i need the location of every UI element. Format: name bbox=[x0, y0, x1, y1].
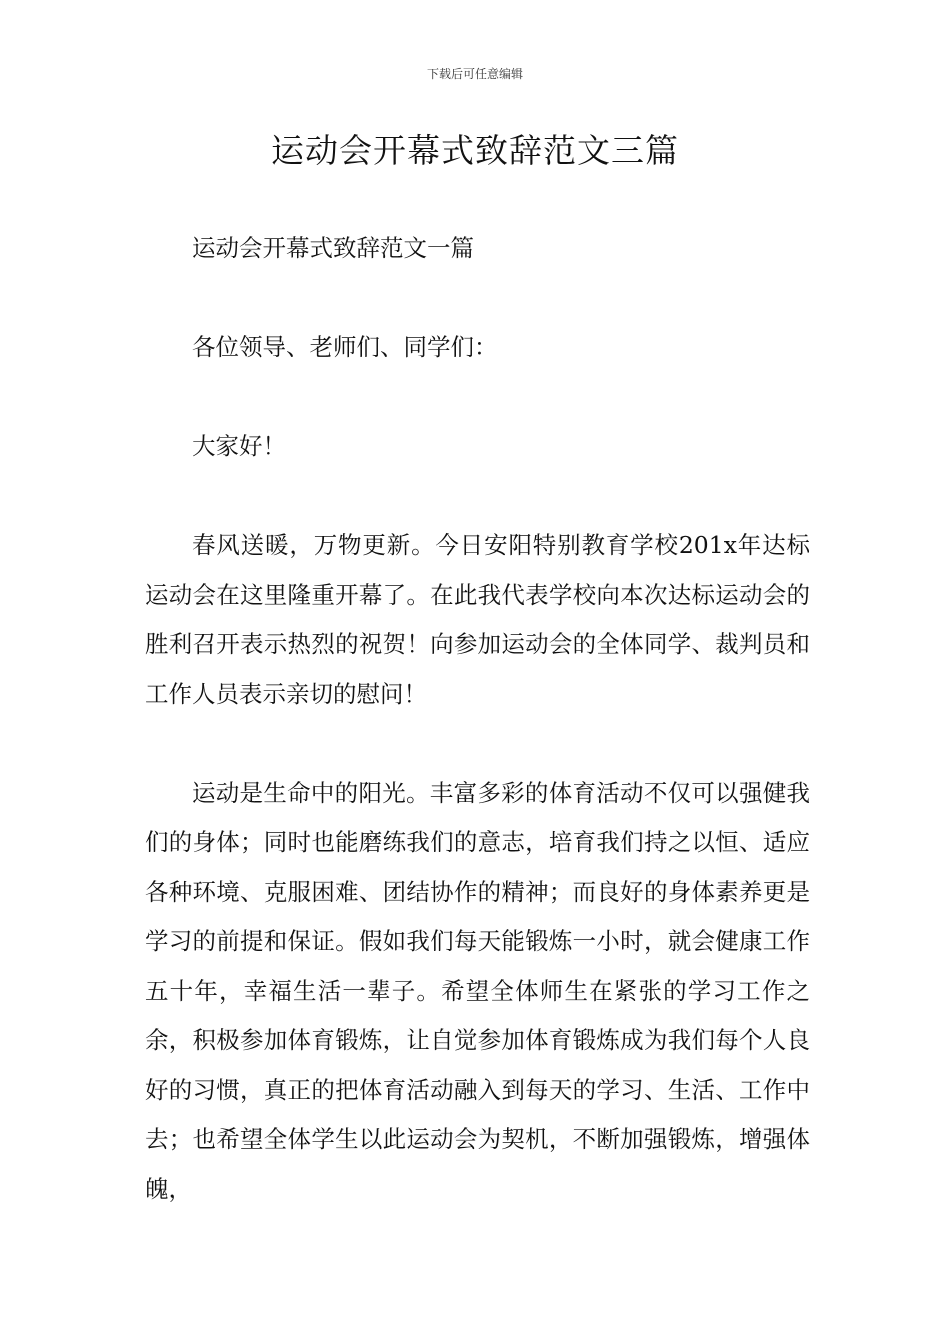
document-title: 运动会开幕式致辞范文三篇 bbox=[271, 131, 679, 170]
body-paragraph: 春风送暖，万物更新。今日安阳特别教育学校201x年达标运动会在这里隆重开幕了。在此我代表学校向本次达标运动会的胜利召开表示热烈的祝贺！向参加运动会的全体同学、裁判员和工作人员表示亲切的慰问！ bbox=[145, 531, 810, 708]
document-body bbox=[145, 224, 810, 1214]
header-note: 下载后可任意编辑 bbox=[426, 67, 523, 81]
greeting: 大家好！ bbox=[192, 432, 286, 460]
salutation: 各位领导、老师们、同学们： bbox=[192, 333, 498, 361]
section-subtitle: 运动会开幕式致辞范文一篇 bbox=[192, 234, 474, 262]
body-paragraph: 运动是生命中的阳光。丰富多彩的体育活动不仅可以强健我们的身体；同时也能磨练我们的意志，培育我们持之以恒、适应各种环境、克服困难、团结协作的精神；而良好的身体素养更是学习的前提和保证。假如我们每天能锻炼一小时，就会健康工作五十年，幸福生活一辈子。希望全体师生在紧张的学习工作之余，积极参加体育锻炼，让自觉参加体育锻炼成为我们每个人良好的习惯，真正的把体育活动融入到每天的学习、生活、工作中去；也希望全体学生以此运动会为契机，不断加强锻炼，增强体魄， bbox=[145, 778, 810, 1203]
